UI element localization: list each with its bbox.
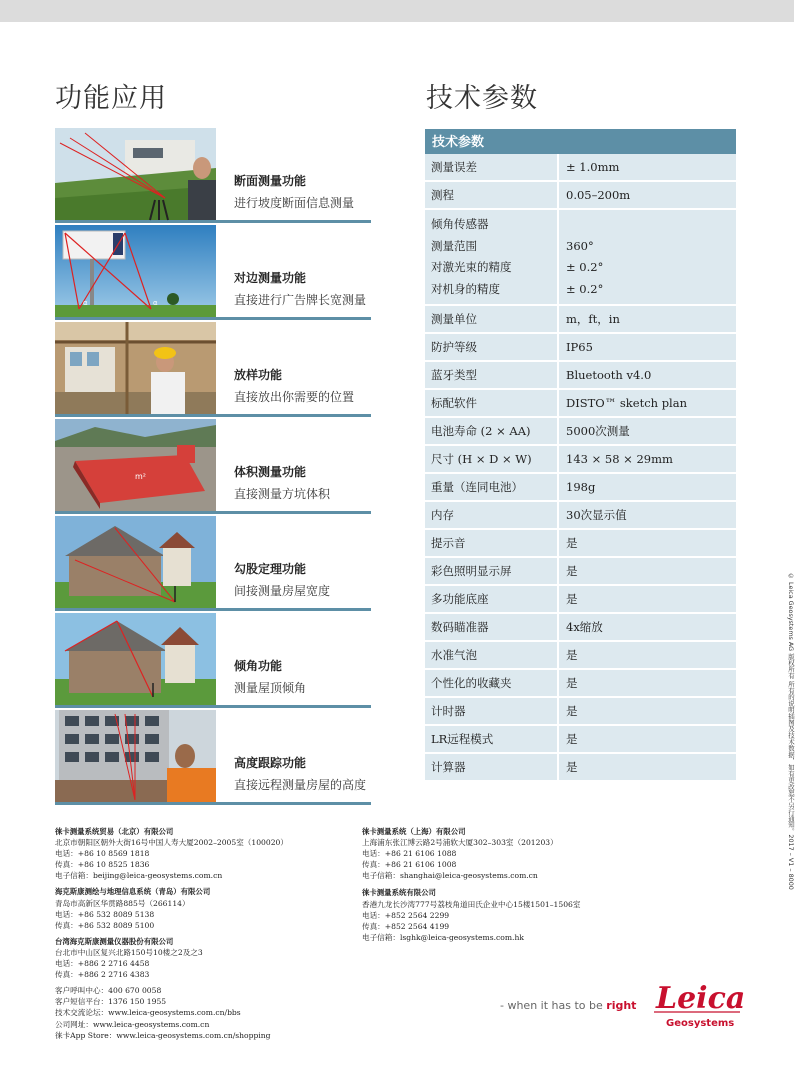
feature-desc: 间接测量房屋宽度	[234, 584, 331, 598]
copyright-vertical: © Leica Geosystems AG 版权所有 所有的说明插图及技术数据，如有更改恕不另行通知。2017 – V1 – 8000	[787, 572, 795, 890]
spec-key: 防护等级	[425, 334, 559, 360]
spec-key: 计时器	[425, 698, 559, 724]
feature-desc: 测量屋顶倾角	[234, 681, 307, 695]
spec-value: 是	[566, 564, 578, 578]
feature-title: 放样功能	[234, 368, 283, 382]
contact-block-shanghai	[362, 826, 580, 881]
table-row	[425, 446, 736, 474]
spec-key: 测程	[425, 182, 559, 208]
table-row	[425, 154, 736, 182]
spec-key: 提示音	[425, 530, 559, 556]
spec-key: 测量单位	[425, 306, 559, 332]
contact-line: 北京市朝阳区朝外大街16号中国人寿大厦2002–2005室（100020）	[55, 838, 288, 848]
table-row	[425, 418, 736, 446]
contact-block-qingdao	[55, 886, 288, 930]
contact-block-taiwan	[55, 936, 288, 980]
photo-billboard-measure	[55, 225, 216, 317]
contact-block-service	[55, 985, 288, 1040]
table-row	[425, 390, 736, 418]
spec-key: 标配软件	[425, 390, 559, 416]
contact-org: 台湾海克斯康测量仪器股份有限公司	[55, 936, 174, 946]
spec-key: 水准气泡	[425, 642, 559, 668]
contacts-right	[362, 826, 580, 943]
spec-key: 个性化的收藏夹	[425, 670, 559, 696]
table-row	[425, 182, 736, 210]
feature-desc: 直接进行广告牌长宽测量	[234, 293, 367, 307]
spec-key: 重量（连同电池）	[425, 474, 559, 500]
table-row	[425, 726, 736, 754]
spec-key: 多功能底座	[425, 586, 559, 612]
feature-profile	[55, 128, 371, 223]
spec-value: ± 1.0mm	[566, 160, 620, 174]
feature-title: 体积测量功能	[234, 465, 307, 479]
contact-line: 电话：+852 2564 2299	[362, 910, 450, 920]
spec-value: 是	[566, 592, 578, 606]
spec-key: 倾角传感器	[431, 217, 489, 231]
feature-desc: 直接远程测量房屋的高度	[234, 778, 367, 792]
table-row	[425, 698, 736, 726]
table-row	[425, 670, 736, 698]
slogan-emphasis: right	[606, 999, 637, 1012]
table-row	[425, 558, 736, 586]
contact-link[interactable]: 公司网址：www.leica-geosystems.com.cn	[55, 1019, 210, 1029]
feature-title: 勾股定理功能	[234, 562, 307, 576]
section-heading-applications: 功能应用	[55, 83, 167, 114]
spec-value: 4x缩放	[566, 620, 603, 634]
contact-line: 青岛市高新区华贯路885号（266114）	[55, 898, 190, 908]
spec-value: 是	[566, 536, 578, 550]
table-row	[425, 614, 736, 642]
spec-value: 是	[566, 732, 578, 746]
spec-key: 对激光束的精度	[431, 260, 512, 274]
spec-value: 5000次测量	[566, 424, 630, 438]
contact-line: 电话：+86 10 8569 1818	[55, 849, 150, 859]
photo-height-tracking	[55, 710, 216, 802]
slogan	[500, 999, 636, 1012]
angle-label: α	[153, 299, 158, 307]
contact-line: 电话：+886 2 2716 4458	[55, 959, 150, 969]
spec-value: ± 0.2°	[566, 260, 604, 274]
spec-value: m，ft，in	[566, 312, 620, 326]
logo-brand: Leica	[656, 981, 746, 1016]
contact-line: 香港九龙长沙湾777号荔枝角道田氏企业中心15楼1501–1506室	[362, 899, 581, 909]
table-row	[425, 586, 736, 614]
spec-key: 测量误差	[425, 154, 559, 180]
contact-line: 电话：+86 21 6106 1088	[362, 849, 457, 859]
logo-sub: Geosystems	[666, 1018, 735, 1029]
spec-value: IP65	[566, 340, 593, 354]
top-band	[0, 0, 794, 22]
contact-org: 徕卡测量系统有限公司	[362, 888, 436, 898]
angle-label: α	[83, 299, 88, 307]
spec-key: 内存	[425, 502, 559, 528]
feature-title: 倾角功能	[234, 659, 283, 673]
spec-value: 360°	[566, 238, 594, 253]
spec-key: 测量范围	[431, 238, 477, 253]
spec-key: 电池寿命 (2 × AA)	[425, 418, 559, 444]
contact-org: 徕卡测量系统贸易（北京）有限公司	[55, 827, 174, 836]
photo-volume-measure	[55, 419, 216, 511]
spec-table	[425, 129, 736, 782]
contact-link[interactable]: 徕卡App Store：www.leica-geosystems.com.cn/shopping	[55, 1030, 271, 1040]
table-row	[425, 502, 736, 530]
contact-line: 上海浦东张江博云路2号浦软大厦302–303室（201203）	[362, 838, 558, 848]
spec-key: 计算器	[425, 754, 559, 780]
leica-logo	[652, 976, 744, 1032]
spec-key: 尺寸 (H × D × W)	[425, 446, 559, 472]
feature-title: 对边测量功能	[234, 271, 307, 285]
spec-key: 对机身的精度	[431, 281, 500, 296]
spec-value: 143 × 58 × 29mm	[566, 452, 673, 466]
contact-line: 台北市中山区复兴北路150号10楼之2及之3	[55, 947, 203, 957]
slogan-text: - when it has to be	[500, 999, 607, 1012]
table-row	[425, 530, 736, 558]
spec-value: Bluetooth v4.0	[566, 368, 652, 382]
table-row	[425, 754, 736, 782]
feature-billboard	[55, 225, 371, 320]
table-row	[425, 306, 736, 334]
table-row	[425, 642, 736, 670]
contact-org: 徕卡测量系统（上海）有限公司	[362, 827, 466, 836]
spec-value: ± 0.2°	[566, 281, 604, 296]
contact-block-beijing	[55, 826, 288, 881]
spec-value: 0.05–200m	[566, 188, 631, 202]
spec-key: 蓝牙类型	[425, 362, 559, 388]
contact-line: 客户呼叫中心：400 670 0058	[55, 986, 162, 996]
contact-line: 电子信箱：shanghai@leica-geosystems.com.cn	[362, 871, 538, 881]
contacts-left	[55, 826, 288, 1041]
spec-value: 是	[566, 648, 578, 662]
contact-line: 电子信箱：lsghk@leica-geosystems.com.hk	[362, 932, 524, 942]
contact-line: 传真：+886 2 2716 4383	[55, 970, 150, 980]
feature-volume	[55, 419, 371, 514]
contact-line: 传真：+86 21 6106 1008	[362, 860, 457, 870]
section-heading-specs: 技术参数	[426, 83, 538, 114]
spec-key: LR远程模式	[425, 726, 559, 752]
feature-tilt	[55, 613, 371, 708]
spec-value: 是	[566, 760, 578, 774]
feature-pythagoras	[55, 516, 371, 611]
table-row-tilt-sensor	[425, 210, 736, 306]
photo-pythagoras	[55, 516, 216, 608]
spec-key: 数码瞄准器	[425, 614, 559, 640]
table-row	[425, 362, 736, 390]
contact-line: 传真：+86 10 8525 1836	[55, 860, 150, 870]
photo-stakeout	[55, 322, 216, 414]
spec-value: 30次显示值	[566, 508, 627, 522]
feature-stakeout	[55, 322, 371, 417]
contact-line: 传真：+86 532 8089 5100	[55, 920, 155, 930]
spec-value: 198g	[566, 480, 596, 494]
photo-tilt-measure	[55, 613, 216, 705]
spec-value: DISTO™ sketch plan	[566, 396, 687, 410]
feature-height-tracking	[55, 710, 371, 805]
table-row	[425, 334, 736, 362]
area-label: m²	[135, 472, 146, 481]
table-row	[425, 474, 736, 502]
spec-key: 彩色照明显示屏	[425, 558, 559, 584]
contact-link[interactable]: 技术交流论坛：www.leica-geosystems.com.cn/bbs	[55, 1008, 241, 1018]
contact-line: 电子信箱：beijing@leica-geosystems.com.cn	[55, 871, 223, 881]
feature-desc: 直接测量方坑体积	[234, 487, 331, 501]
contact-line: 传真：+852 2564 4199	[362, 921, 450, 931]
spec-value: 是	[566, 704, 578, 718]
spec-value: 是	[566, 676, 578, 690]
feature-title: 高度跟踪功能	[234, 756, 307, 770]
feature-desc: 进行坡度断面信息测量	[234, 196, 355, 210]
feature-desc: 直接放出你需要的位置	[234, 390, 355, 404]
contact-line: 客户短信平台：1376 150 1955	[55, 997, 167, 1007]
contact-line: 电话：+86 532 8089 5138	[55, 909, 155, 919]
spec-table-header: 技术参数	[425, 129, 736, 154]
feature-title: 断面测量功能	[234, 174, 307, 188]
contact-block-hongkong	[362, 887, 580, 942]
photo-profile-measure	[55, 128, 216, 220]
contact-org: 海克斯康测绘与地理信息系统（青岛）有限公司	[55, 887, 211, 897]
